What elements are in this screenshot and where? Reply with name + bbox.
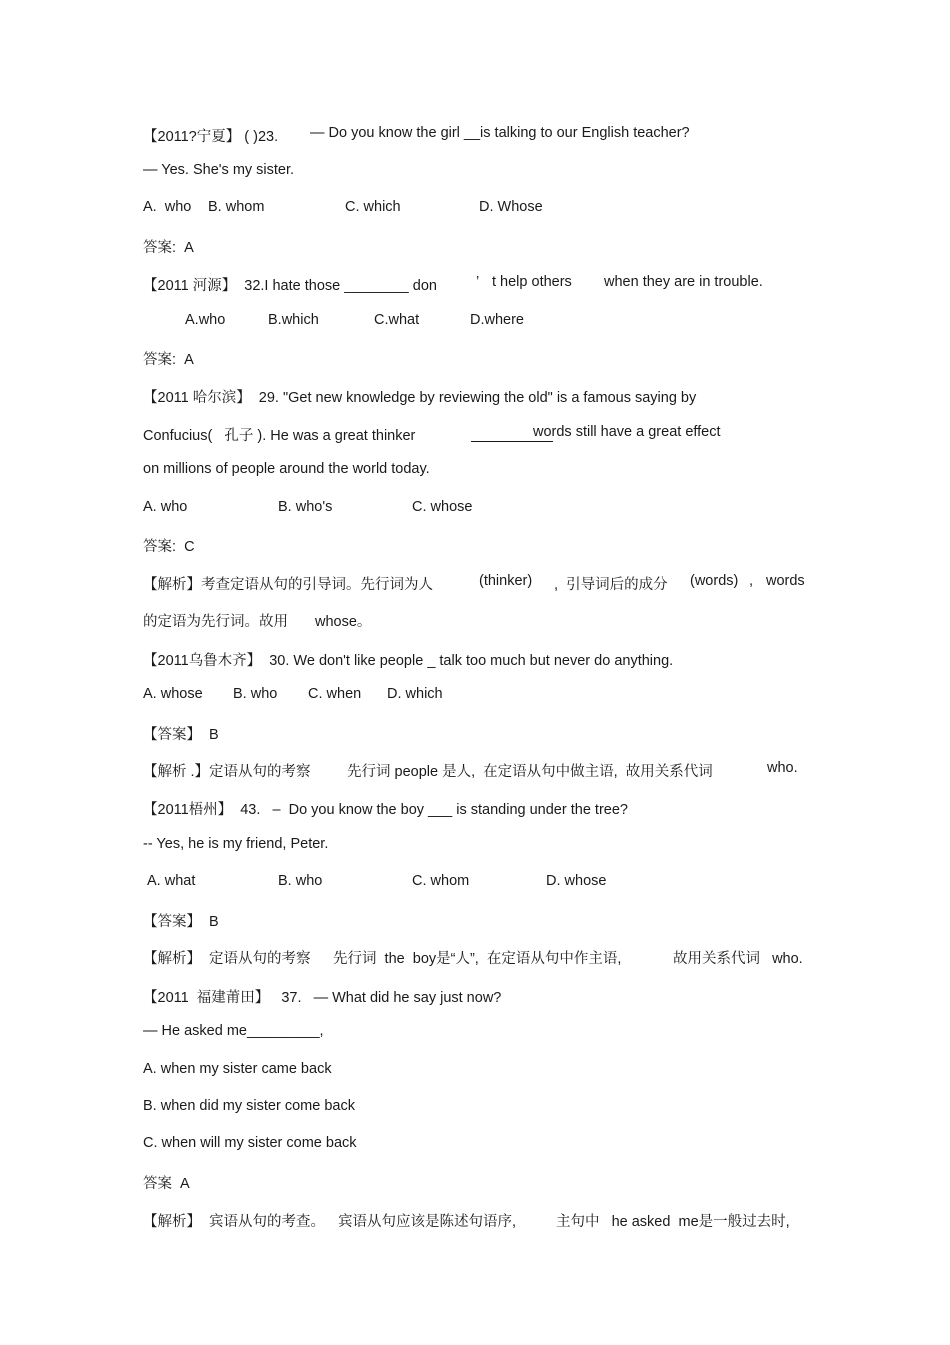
text-line-21-seg-0: 【答案】 B <box>143 914 219 930</box>
text-line-1-seg-0: — Yes. She's my sister. <box>143 162 295 178</box>
text-line-0-seg-1: — Do you know the girl __is talking to our English teacher? <box>310 125 690 141</box>
text-line-17-seg-2: who. <box>767 760 798 776</box>
text-line-4-seg-3: when they are in trouble. <box>604 274 763 290</box>
text-line-22-seg-1: 先行词 the boy是“人”, 在定语从句中作主语, <box>333 951 622 967</box>
text-line-10-seg-0: A. who <box>143 499 188 515</box>
text-line-16-seg-0: 【答案】 B <box>143 727 219 743</box>
text-line-17-seg-1: 先行词 people 是人, 在定语从句中做主语, 故用关系代词 <box>347 764 713 780</box>
text-line-15-seg-1: B. who <box>233 686 278 702</box>
text-line-24-seg-0: — He asked me_________, <box>143 1023 324 1039</box>
text-line-13-seg-0: 的定语为先行词。故用 <box>143 614 288 630</box>
text-line-11-seg-0: 答案: C <box>143 539 195 555</box>
text-line-26-seg-0: B. when did my sister come back <box>143 1098 355 1114</box>
text-line-17-seg-0: 【解析 .】定语从句的考察 <box>143 764 311 780</box>
text-line-20-seg-2: C. whom <box>412 873 470 889</box>
text-line-14-seg-0: 【2011乌鲁木齐】 30. We don't like people _ talk too much but never do anything. <box>143 653 674 669</box>
text-line-27-seg-0: C. when will my sister come back <box>143 1135 357 1151</box>
text-line-20-seg-3: D. whose <box>546 873 607 889</box>
text-line-5-seg-3: D.where <box>470 312 524 328</box>
text-line-8-seg-0: Confucius( 孔子 ). He was a great thinker <box>143 428 416 444</box>
text-line-2-seg-2: C. which <box>345 199 401 215</box>
text-line-12-seg-2: , 引导词后的成分 <box>554 577 668 593</box>
text-line-7-seg-0: 【2011 哈尔滨】 29. "Get new knowledge by reviewing the old" is a famous saying by <box>143 390 697 406</box>
text-line-29-seg-0: 【解析】 宾语从句的考查。 <box>143 1214 326 1230</box>
text-line-12-seg-3: (words) <box>690 573 739 589</box>
text-line-3-seg-0: 答案: A <box>143 240 194 256</box>
text-line-29-seg-1: 宾语从句应该是陈述句语序, <box>338 1214 517 1230</box>
text-line-12-seg-5: words <box>766 573 805 589</box>
text-line-12-seg-4: , <box>749 573 754 589</box>
text-line-5-seg-2: C.what <box>374 312 420 328</box>
text-line-10-seg-2: C. whose <box>412 499 473 515</box>
text-line-18-seg-0: 【2011梧州】 43. – Do you know the boy ___ is standing under the tree? <box>143 802 628 818</box>
text-line-12-seg-1: (thinker) <box>479 573 533 589</box>
text-line-5-seg-1: B.which <box>268 312 319 328</box>
text-line-8-seg-1: words still have a great effect <box>533 424 721 440</box>
text-line-6-seg-0: 答案: A <box>143 352 194 368</box>
text-line-4-seg-0: 【2011 河源】 32.I hate those ________ don <box>143 278 437 294</box>
text-line-12-seg-0: 【解析】考查定语从句的引导词。先行词为人 <box>143 577 433 593</box>
text-line-2-seg-1: B. whom <box>208 199 265 215</box>
text-line-15-seg-3: D. which <box>387 686 443 702</box>
text-line-4-seg-1: ’ <box>476 274 480 290</box>
text-line-28-seg-0: 答案 A <box>143 1176 190 1192</box>
text-line-0-seg-0: 【2011?宁夏】 ( )23. <box>143 129 279 145</box>
text-line-4-seg-2: t help others <box>492 274 572 290</box>
text-line-2-seg-3: D. Whose <box>479 199 543 215</box>
text-line-10-seg-1: B. who's <box>278 499 333 515</box>
text-line-23-seg-0: 【2011 福建莆田】 37. — What did he say just now? <box>143 990 502 1006</box>
text-line-20-seg-0: A. what <box>147 873 196 889</box>
text-line-22-seg-0: 【解析】 定语从句的考察 <box>143 951 311 967</box>
text-line-15-seg-2: C. when <box>308 686 362 702</box>
text-line-5-seg-0: A.who <box>185 312 226 328</box>
text-line-22-seg-2: 故用关系代词 who. <box>673 951 803 967</box>
text-line-9-seg-0: on millions of people around the world today. <box>143 461 430 477</box>
text-line-19-seg-0: -- Yes, he is my friend, Peter. <box>143 836 329 852</box>
text-line-25-seg-0: A. when my sister came back <box>143 1061 332 1077</box>
text-line-20-seg-1: B. who <box>278 873 323 889</box>
answer-blank-line <box>471 441 553 442</box>
text-line-15-seg-0: A. whose <box>143 686 203 702</box>
text-line-2-seg-0: A. who <box>143 199 192 215</box>
text-line-29-seg-2: 主句中 he asked me是一般过去时, <box>556 1214 790 1230</box>
text-line-13-seg-1: whose。 <box>315 614 372 630</box>
